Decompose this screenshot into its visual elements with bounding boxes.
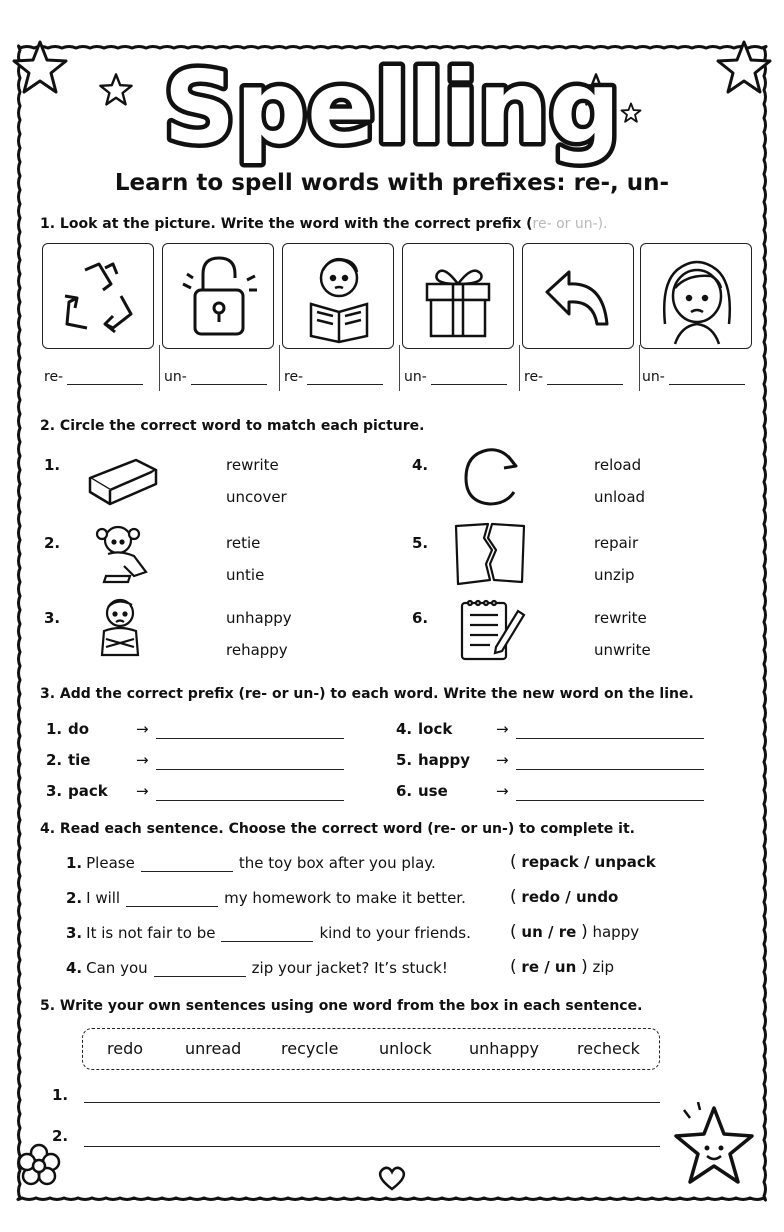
section1-instruction: 1. Look at the picture. Write the word with the correct prefix (re- or un-). <box>40 216 608 232</box>
page-title: Spelling <box>163 49 621 166</box>
answer-line[interactable] <box>431 370 507 385</box>
s1-cell-5 <box>520 241 638 391</box>
word-box-item: redo <box>107 1039 144 1058</box>
s3-item-1: 1. do → <box>46 720 366 742</box>
word-box-item: recycle <box>281 1039 339 1058</box>
prefix-label: un- <box>642 369 665 385</box>
answer-line[interactable] <box>669 370 745 385</box>
s1-cell-3 <box>280 241 398 391</box>
arrow-icon: → <box>136 751 149 769</box>
s4-choice-1[interactable]: ( repack / unpack <box>510 852 656 872</box>
s2-item-3: 3. unhappy rehappy <box>44 609 384 681</box>
sentence-line[interactable] <box>84 1102 660 1103</box>
sentence-line[interactable] <box>84 1146 660 1147</box>
s1-cell-6 <box>638 241 756 391</box>
arrow-icon: → <box>496 782 509 800</box>
sad-girl-icon <box>640 243 752 349</box>
unlocked-padlock-icon <box>162 243 274 349</box>
word-box-item: unlock <box>379 1039 432 1058</box>
arrow-icon: → <box>496 751 509 769</box>
s4-choice-4[interactable]: ( re / un ) zip <box>510 957 615 977</box>
word-box-item: unread <box>185 1039 242 1058</box>
prefix-label: re- <box>284 369 304 385</box>
section4-instruction: 4. Read each sentence. Choose the correct word (re- or un-) to complete it. <box>40 821 635 837</box>
page-subtitle: Learn to spell words with prefixes: re-, un- <box>114 170 670 196</box>
answer-line[interactable] <box>156 800 344 801</box>
word-box-item: recheck <box>577 1039 640 1058</box>
heart-icon <box>376 1164 408 1192</box>
upset-boy-icon <box>84 595 166 665</box>
arrow-icon: → <box>496 720 509 738</box>
arrow-icon: → <box>136 720 149 738</box>
s2-item-1: 1. rewrite uncover <box>44 456 384 528</box>
word-option[interactable]: unhappy <box>226 609 292 627</box>
s2-item-2: 2. retie untie <box>44 534 384 606</box>
answer-line[interactable] <box>307 370 383 385</box>
section3-instruction: 3. Add the correct prefix (re- or un-) to each word. Write the new word on the line. <box>40 686 694 702</box>
s2-item-6: 6. rewrite unwrite <box>412 609 752 681</box>
s2-item-4: 4. reload unload <box>412 456 752 528</box>
s3-item-6: 6. use → <box>396 782 716 804</box>
girl-tying-shoe-icon <box>84 520 166 590</box>
word-option[interactable]: retie <box>226 534 261 552</box>
s3-item-5: 5. happy → <box>396 751 716 773</box>
section2-instruction: 2. Circle the correct word to match each picture. <box>40 418 425 434</box>
prefix-label: un- <box>164 369 187 385</box>
word-option[interactable]: unload <box>594 488 646 506</box>
s3-item-2: 2. tie → <box>46 751 366 773</box>
s4-choice-3[interactable]: ( un / re ) happy <box>510 922 640 942</box>
word-option[interactable]: rewrite <box>226 456 279 474</box>
answer-blank[interactable] <box>221 927 313 942</box>
word-option[interactable]: untie <box>226 566 265 584</box>
recycle-icon <box>42 243 154 349</box>
s1-cell-1 <box>40 241 158 391</box>
prefix-label: re- <box>524 369 544 385</box>
word-option[interactable]: unwrite <box>594 641 651 659</box>
word-option[interactable]: rewrite <box>594 609 647 627</box>
answer-line[interactable] <box>156 769 344 770</box>
answer-line[interactable] <box>547 370 623 385</box>
curved-arrow-back-icon <box>522 243 634 349</box>
answer-line[interactable] <box>516 738 704 739</box>
section1-picture-row <box>40 241 750 391</box>
torn-paper-icon <box>452 520 534 590</box>
prefix-label: re- <box>44 369 64 385</box>
notepad-pencil-icon <box>452 595 534 665</box>
word-option[interactable]: rehappy <box>226 641 288 659</box>
s1-cell-2 <box>160 241 278 391</box>
word-box-item: unhappy <box>469 1039 540 1058</box>
answer-line[interactable] <box>516 769 704 770</box>
answer-line[interactable] <box>156 738 344 739</box>
s3-item-3: 3. pack → <box>46 782 366 804</box>
word-box <box>82 1028 660 1070</box>
s4-sentence-3: 3. It is not fair to be kind to your friends. <box>66 924 471 942</box>
sentence-number: 1. <box>52 1086 69 1104</box>
s4-sentence-4: 4. Can you zip your jacket? It’s stuck! <box>66 959 448 977</box>
smiling-star-icon <box>660 1102 760 1192</box>
s2-item-5: 5. repair unzip <box>412 534 752 606</box>
gift-box-icon <box>402 243 514 349</box>
answer-blank[interactable] <box>141 857 233 872</box>
s4-sentence-2: 2. I will my homework to make it better. <box>66 889 466 907</box>
word-option[interactable]: unzip <box>594 566 635 584</box>
answer-blank[interactable] <box>126 892 218 907</box>
s1-cell-4 <box>400 241 518 391</box>
flower-icon <box>14 1140 64 1190</box>
s4-sentence-1: 1. Please the toy box after you play. <box>66 854 436 872</box>
s4-choice-2[interactable]: ( redo / undo <box>510 887 619 907</box>
s3-item-4: 4. lock → <box>396 720 716 742</box>
boy-reading-book-icon <box>282 243 394 349</box>
eraser-icon <box>84 442 166 512</box>
word-option[interactable]: reload <box>594 456 642 474</box>
answer-line[interactable] <box>516 800 704 801</box>
answer-line[interactable] <box>67 370 143 385</box>
arrow-icon: → <box>136 782 149 800</box>
answer-blank[interactable] <box>154 962 246 977</box>
answer-line[interactable] <box>191 370 267 385</box>
word-option[interactable]: repair <box>594 534 639 552</box>
circular-arrow-icon <box>452 442 534 512</box>
section5-instruction: 5. Write your own sentences using one word from the box in each sentence. <box>40 998 643 1014</box>
title-graphic <box>0 30 784 180</box>
prefix-label: un- <box>404 369 427 385</box>
word-option[interactable]: uncover <box>226 488 287 506</box>
sentence-number: 2. <box>52 1127 69 1145</box>
